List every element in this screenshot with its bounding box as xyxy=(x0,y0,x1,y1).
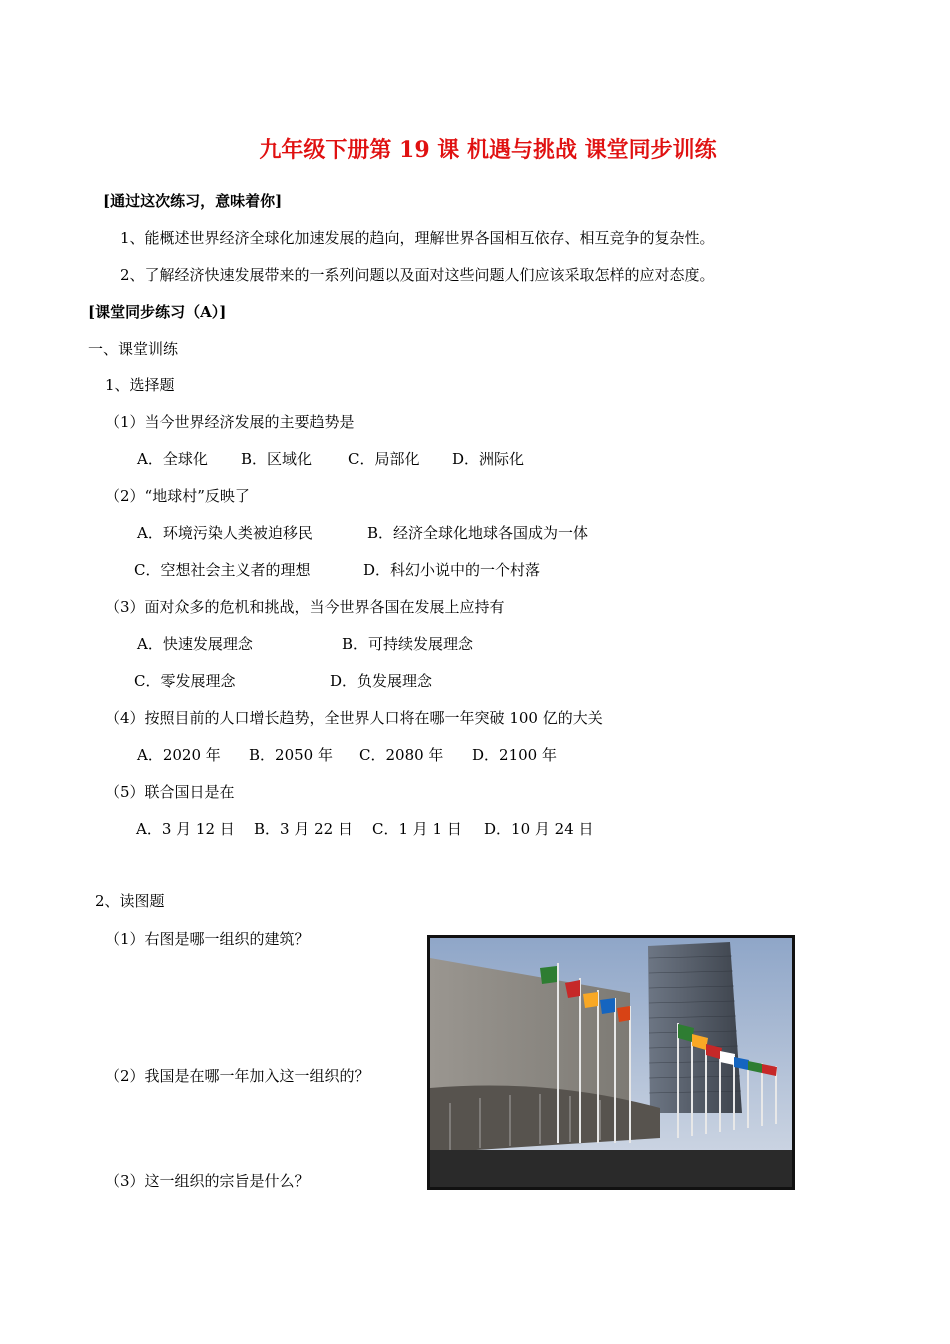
question-3-stem: （3）面对众多的危机和挑战，当今世界各国在发展上应持有 xyxy=(105,598,505,616)
question-5-option-d: D．10 月 24 日 xyxy=(484,820,594,838)
question-4-option-b: B．2050 年 xyxy=(249,746,333,764)
question-1-option-c: C．局部化 xyxy=(348,450,420,468)
question-5-option-b: B．3 月 22 日 xyxy=(254,820,353,838)
question-4-option-a: A．2020 年 xyxy=(137,746,221,764)
reading-question-1: （1）右图是哪一组织的建筑？ xyxy=(105,930,310,948)
question-2-option-d: D．科幻小说中的一个村落 xyxy=(363,561,541,579)
objective-2: 2、了解经济快速发展带来的一系列问题以及面对这些问题人们应该采取怎样的应对态度。 xyxy=(120,266,715,284)
question-5-option-c: C．1 月 1 日 xyxy=(372,820,462,838)
question-2-option-c: C．空想社会主义者的理想 xyxy=(134,561,311,579)
question-2-option-a: A．环境污染人类被迫移民 xyxy=(137,524,313,542)
section-heading: 一、课堂训练 xyxy=(88,340,179,358)
question-3-option-b: B．可持续发展理念 xyxy=(342,635,474,653)
question-1-stem: （1）当今世界经济发展的主要趋势是 xyxy=(105,413,355,431)
question-5-option-a: A．3 月 12 日 xyxy=(136,820,235,838)
question-1-option-d: D．洲际化 xyxy=(452,450,525,468)
reading-question-3: （3）这一组织的宗旨是什么？ xyxy=(105,1172,310,1190)
subsection-reading: 2、读图题 xyxy=(95,892,165,910)
un-headquarters-photo xyxy=(427,935,795,1190)
reading-question-2: （2）我国是在哪一年加入这一组织的？ xyxy=(105,1067,370,1085)
practice-header: [课堂同步练习（A）] xyxy=(88,303,227,321)
question-3-option-c: C．零发展理念 xyxy=(134,672,236,690)
question-2-stem: （2）“地球村”反映了 xyxy=(105,487,250,505)
page-title: 九年级下册第 19 课 机遇与挑战 课堂同步训练 xyxy=(259,137,717,163)
question-5-stem: （5）联合国日是在 xyxy=(105,783,235,801)
question-4-option-d: D．2100 年 xyxy=(472,746,557,764)
question-3-option-a: A．快速发展理念 xyxy=(137,635,253,653)
subsection-choice: 1、选择题 xyxy=(105,376,175,394)
question-4-stem: （4）按照目前的人口增长趋势，全世界人口将在哪一年突破 100 亿的大关 xyxy=(105,709,603,727)
building-illustration xyxy=(430,938,792,1187)
objectives-header: [通过这次练习，意味着你] xyxy=(103,192,283,210)
question-4-option-c: C．2080 年 xyxy=(359,746,444,764)
question-1-option-b: B．区域化 xyxy=(241,450,313,468)
question-2-option-b: B．经济全球化地球各国成为一体 xyxy=(367,524,589,542)
objective-1: 1、能概述世界经济全球化加速发展的趋向，理解世界各国相互依存、相互竞争的复杂性。 xyxy=(120,229,715,247)
question-1-option-a: A．全球化 xyxy=(137,450,208,468)
question-3-option-d: D．负发展理念 xyxy=(330,672,433,690)
